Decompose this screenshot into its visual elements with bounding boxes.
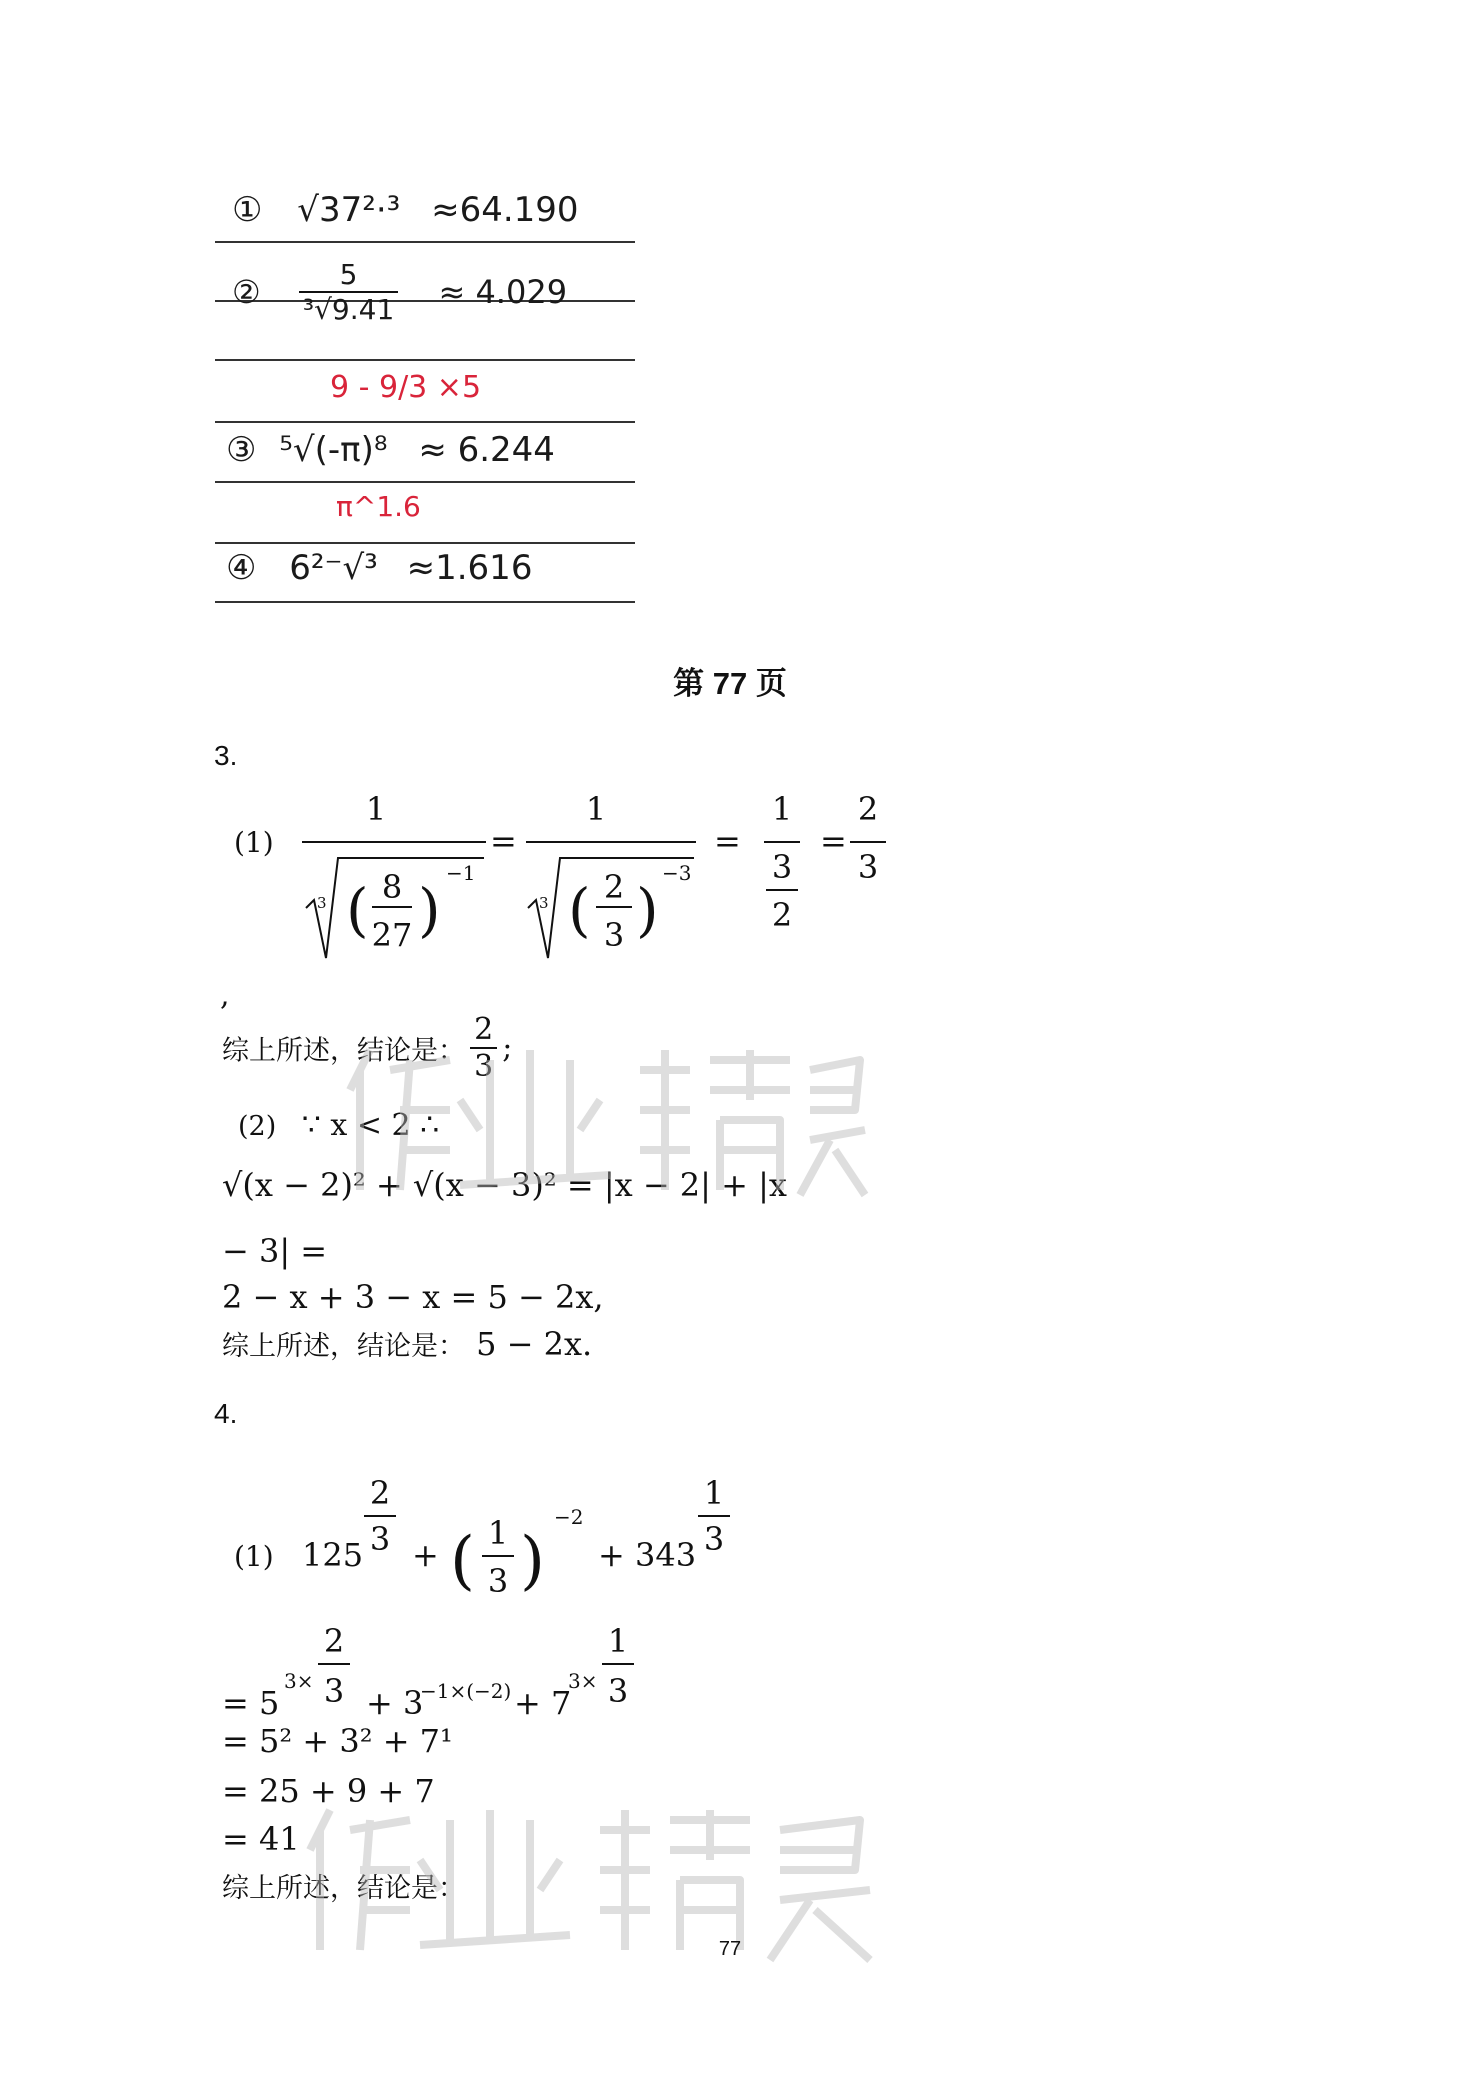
watermark-logo: [330, 1030, 870, 1210]
q4-conclusion: 综上所述，结论是：: [222, 1873, 465, 1904]
conclusion-punct: ;: [502, 1030, 513, 1066]
item-result: ≈ 6.244: [418, 430, 555, 470]
math-glyph: (: [450, 1524, 475, 1598]
q3-part2-line3: 2 − x + 3 − x = 5 − 2x,: [222, 1278, 604, 1316]
math-glyph: 2: [603, 868, 625, 906]
handwritten-item-1: [232, 190, 579, 230]
conclusion-text: 综上所述，结论是：: [222, 1331, 465, 1362]
math-glyph: = 5: [222, 1684, 280, 1722]
math-glyph: 1: [365, 790, 387, 828]
red-annotation-3: [336, 490, 421, 523]
fraction-numerator: 2: [474, 1012, 494, 1047]
ruled-line: [215, 542, 635, 544]
math-glyph: 2: [369, 1474, 391, 1512]
item-marker: ①: [232, 190, 263, 230]
part-label: (1): [234, 826, 274, 859]
math-glyph: + 3: [366, 1684, 424, 1722]
math-glyph: 2: [857, 790, 879, 828]
ruled-line: [215, 241, 635, 243]
item-fraction: [299, 258, 398, 326]
math-glyph: 1: [771, 790, 793, 828]
math-glyph: 8: [381, 868, 403, 906]
math-glyph: 3: [323, 1672, 345, 1710]
math-glyph: 3: [487, 1562, 509, 1600]
q4-line3: = 25 + 9 + 7: [222, 1772, 435, 1810]
part-label: (2): [238, 1111, 277, 1142]
ruled-line: [215, 601, 635, 603]
fraction-denominator: ³√9.41: [299, 291, 398, 326]
math-glyph: =: [490, 822, 517, 860]
math-glyph: 3×: [284, 1669, 314, 1693]
q4-part1-formula: [234, 1474, 754, 1628]
item-expression: √37²·³: [297, 190, 401, 230]
q3-part2-conclusion: [222, 1324, 592, 1363]
q4-line1-svg: [222, 1622, 742, 1732]
math-glyph: 125: [302, 1536, 364, 1574]
math-glyph: 1: [487, 1514, 509, 1552]
red-note: 9 - 9/3 ×5: [330, 370, 482, 405]
item-result: ≈64.190: [431, 190, 579, 230]
math-glyph: +: [412, 1536, 439, 1574]
conclusion-text: 综上所述，结论是：: [222, 1035, 465, 1067]
math-glyph: −3: [662, 861, 692, 885]
page-title: 第 77 页: [673, 666, 787, 701]
page-number: 77: [718, 1938, 742, 1960]
q4-line4: = 41: [222, 1820, 300, 1858]
q4-line2: = 5² + 3² + 7¹: [222, 1722, 453, 1760]
item-marker: ②: [232, 273, 261, 311]
q3-part2-line1: √(x − 2)² + √(x − 3)² = |x − 2| + |x: [222, 1166, 787, 1204]
ruled-line: [215, 481, 635, 483]
given-condition: ∵ x < 2 ∴: [301, 1108, 440, 1143]
math-glyph: ): [520, 1524, 545, 1598]
part-label: (1): [234, 1540, 274, 1573]
math-glyph: 3: [771, 848, 793, 886]
math-glyph: + 343: [598, 1536, 697, 1574]
math-glyph: 3: [317, 894, 327, 912]
math-glyph: 1: [703, 1474, 725, 1512]
math-glyph: 27: [371, 916, 413, 954]
q3-part2-line2: − 3| =: [222, 1232, 328, 1270]
math-glyph: ): [636, 876, 659, 944]
math-glyph: =: [820, 822, 847, 860]
math-glyph: =: [714, 822, 741, 860]
q3-part1-formula: [234, 780, 914, 984]
math-glyph: −2: [554, 1505, 584, 1529]
math-glyph: −1: [446, 861, 476, 885]
math-glyph: + 7: [514, 1684, 572, 1722]
q3-part1-svg: [234, 780, 914, 980]
math-glyph: 3: [539, 894, 549, 912]
math-glyph: 3: [857, 848, 879, 886]
item-expression: 6²⁻√³: [289, 548, 378, 588]
q4-part1-svg: [234, 1474, 754, 1624]
handwritten-item-4: [226, 548, 532, 588]
math-glyph: ): [418, 876, 441, 944]
math-glyph: −1×(−2): [420, 1679, 512, 1703]
item-result: ≈ 4.029: [438, 273, 568, 311]
math-glyph: 1: [585, 790, 607, 828]
item-marker: ④: [226, 548, 257, 588]
ruled-line: [215, 421, 635, 423]
math-glyph: (: [346, 876, 369, 944]
math-glyph: 3×: [568, 1669, 598, 1693]
math-glyph: 3: [603, 916, 625, 954]
handwritten-item-3: [226, 430, 555, 470]
math-glyph: 2: [323, 1622, 345, 1660]
conclusion-value: 5 − 2x.: [476, 1325, 593, 1363]
question-3-number: 3.: [214, 740, 238, 771]
separator-comma: ,: [220, 978, 230, 1013]
handwritten-item-2: [232, 258, 567, 326]
math-glyph: 3: [703, 1520, 725, 1558]
math-glyph: (: [568, 876, 591, 944]
red-note: π^1.6: [336, 490, 421, 523]
math-glyph: 1: [607, 1622, 629, 1660]
math-glyph: 2: [771, 896, 793, 934]
fraction-denominator: 3: [470, 1047, 497, 1084]
red-annotation-2: [330, 370, 481, 405]
item-marker: ③: [226, 430, 257, 470]
math-glyph: 3: [369, 1520, 391, 1558]
item-result: ≈1.616: [406, 548, 533, 588]
ruled-line: [215, 359, 635, 361]
math-glyph: 3: [607, 1672, 629, 1710]
fraction-numerator: 5: [339, 258, 358, 291]
item-expression: ⁵√(-π)⁸: [279, 430, 388, 470]
question-4-number: 4.: [214, 1398, 238, 1429]
